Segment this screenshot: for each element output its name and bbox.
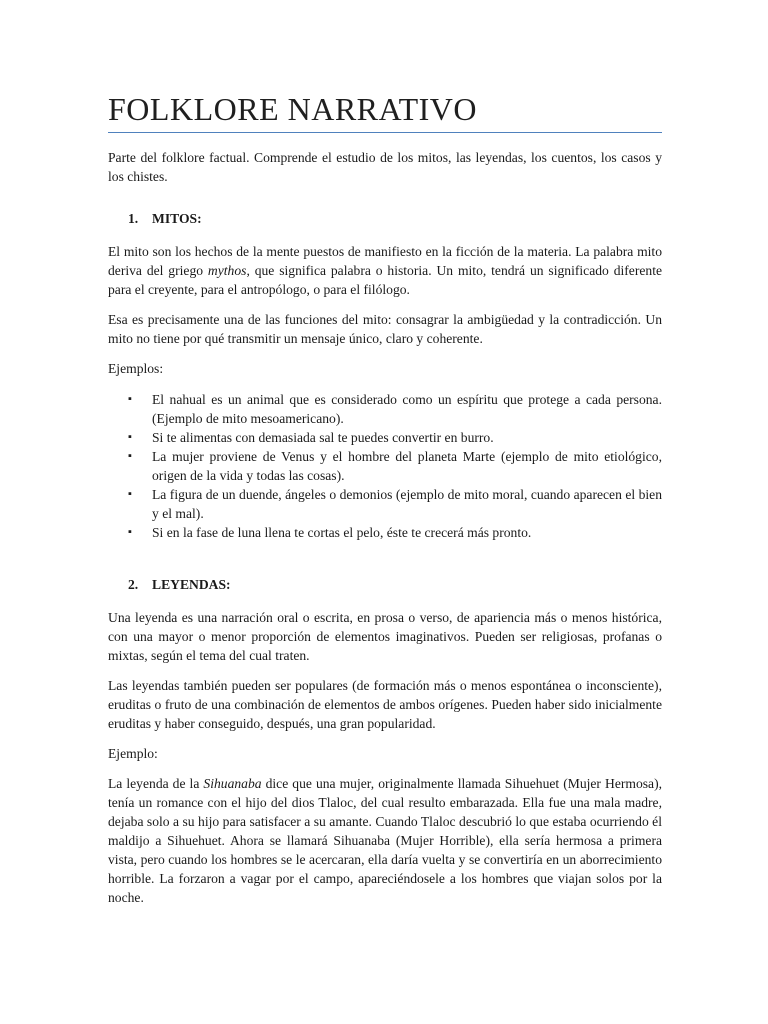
- document-body: [108, 148, 662, 907]
- list-item: [108, 447, 662, 485]
- bullet-icon: ▪: [128, 488, 132, 500]
- document-title: FOLKLORE NARRATIVO: [108, 91, 477, 127]
- text-run: , que significa palabra o historia. Un mito, tendrá un significado diferente para el creyente, para el antropólogo, o para el filólogo.: [108, 263, 663, 297]
- bullet-icon: ▪: [128, 431, 132, 443]
- list-item-text: Si te alimentas con demasiada sal te puedes convertir en burro.: [152, 430, 494, 445]
- leyendas-paragraph-2: Las leyendas también pueden ser populares (de formación más o menos espontánea o inconsciente), eruditas o fruto de una combinación de elementos de ambos orígenes. Pueden haber sido inicialmente eruditas y haber conseguido, después, una gran popularidad.: [108, 678, 662, 731]
- examples-label: Ejemplos:: [108, 361, 164, 376]
- text-run: La leyenda de la: [108, 776, 204, 791]
- title-underline: [108, 132, 662, 133]
- section-heading-mitos: [128, 209, 662, 228]
- section-title: MITOS:: [152, 211, 202, 226]
- bullet-icon: ▪: [128, 450, 132, 462]
- section-number: 2.: [128, 577, 139, 592]
- list-item-text: Si en la fase de luna llena te cortas el pelo, éste te crecerá más pronto.: [152, 525, 532, 540]
- section-title: LEYENDAS:: [152, 577, 231, 592]
- list-item: [108, 485, 662, 523]
- bullet-icon: ▪: [128, 393, 132, 405]
- text-run: dice que una mujer, originalmente llamada Sihuehuet (Mujer Hermosa), tenía un romance con el hijo del dios Tlaloc, del cual resulto embarazada. Ella fue una mala madre, dejaba solo a su hijo para satisfacer a su amante. Cuando Tlaloc descubrió lo que estaba ocurriendo él maldijo a Sihuehuet. Ahora se llamará Sihuanaba (Mujer Horrible), ella sería hermosa a primera vista, pero cuando los hombres se le acercaran, ella daría vuelta y se convertiría en un aborrecimiento horrible. La forzaron a vagar por el campo, apareciéndosele a los hombres que viajan solos por la noche.: [108, 776, 662, 905]
- leyendas-example-paragraph: [108, 774, 662, 907]
- text-run: El mito son los hechos de la mente puestos de manifiesto en la ficción de la materia. La palabra mito deriva del griego: [108, 244, 662, 278]
- example-label: Ejemplo:: [108, 746, 158, 761]
- examples-list: [108, 390, 662, 542]
- mitos-paragraph-2: Esa es precisamente una de las funciones del mito: consagrar la ambigüedad y la contradicción. Un mito no tiene por qué transmitir un mensaje único, claro y coherente.: [108, 312, 662, 346]
- list-item-text: La figura de un duende, ángeles o demonios (ejemplo de mito moral, cuando aparecen el bien y el mal).: [152, 487, 662, 521]
- list-item: [108, 390, 662, 428]
- section-number: 1.: [128, 211, 139, 226]
- section-heading-leyendas: [128, 575, 662, 594]
- bullet-icon: ▪: [128, 526, 132, 538]
- list-item-text: La mujer proviene de Venus y el hombre del planeta Marte (ejemplo de mito etiológico, origen de la vida y todas las cosas).: [152, 449, 662, 483]
- leyendas-paragraph-1: Una leyenda es una narración oral o escrita, en prosa o verso, de apariencia más o menos histórica, con una mayor o menor proporción de elementos imaginativos. Pueden ser religiosas, profanas o mixtas, según el tema del cual traten.: [108, 610, 662, 663]
- italic-term: mythos: [207, 263, 247, 278]
- italic-term: Sihuanaba: [203, 776, 262, 791]
- mitos-paragraph-1: [108, 242, 662, 299]
- list-item: [108, 523, 662, 542]
- list-item-text: El nahual es un animal que es considerado como un espíritu que protege a cada persona. (Ejemplo de mito mesoamericano).: [152, 392, 662, 426]
- list-item: [108, 428, 662, 447]
- intro-paragraph: Parte del folklore factual. Comprende el estudio de los mitos, las leyendas, los cuentos, los casos y los chistes.: [108, 150, 662, 184]
